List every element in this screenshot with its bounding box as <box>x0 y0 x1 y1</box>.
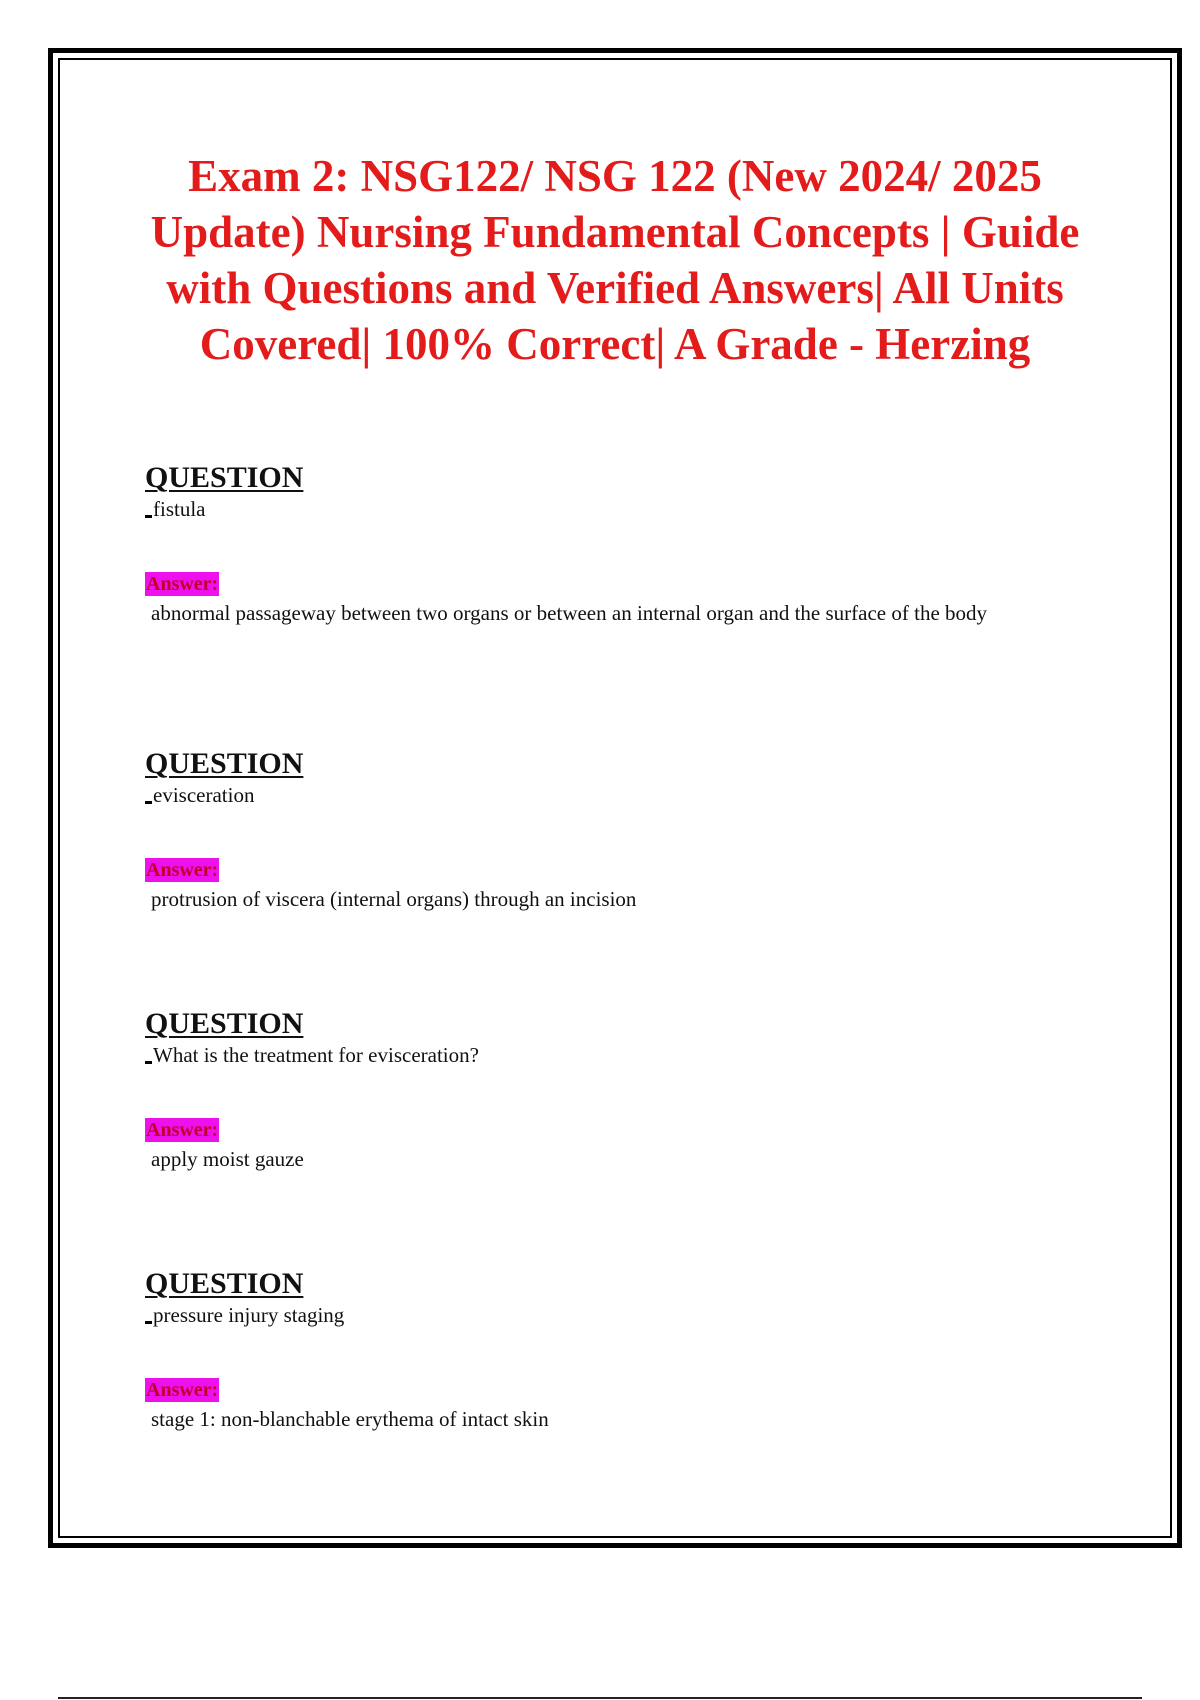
answer-label: Answer: <box>146 859 219 881</box>
question-heading: QUESTION <box>145 747 304 780</box>
qa-item-4 <box>145 1268 1085 1432</box>
answer-text: protrusion of viscera (internal organs) through an incision <box>151 887 637 911</box>
question-text: evisceration <box>153 783 255 807</box>
question-text-row <box>145 1302 1085 1328</box>
footer-rule <box>58 1697 1142 1699</box>
question-heading: QUESTION <box>145 1007 304 1040</box>
question-marker <box>145 1061 152 1064</box>
answer-text: abnormal passageway between two organs or between an internal organ and the surface of the body <box>151 601 988 625</box>
answer-label: Answer: <box>146 1379 219 1401</box>
question-text: fistula <box>153 497 206 521</box>
question-text: pressure injury staging <box>153 1303 345 1327</box>
question-text-row <box>145 496 1085 522</box>
question-text-row <box>145 782 1085 808</box>
question-marker <box>145 801 152 804</box>
answer-label: Answer: <box>146 573 219 595</box>
question-heading: QUESTION <box>145 1267 304 1300</box>
answer-text: apply moist gauze <box>151 1147 304 1171</box>
qa-item-1 <box>145 462 1085 626</box>
answer-text: stage 1: non-blanchable erythema of intact skin <box>151 1407 549 1431</box>
answer-label: Answer: <box>146 1119 219 1141</box>
question-text: What is the treatment for evisceration? <box>153 1043 479 1067</box>
qa-item-3 <box>145 1008 1085 1172</box>
question-heading: QUESTION <box>145 461 304 494</box>
question-marker <box>145 1321 152 1324</box>
question-text-row <box>145 1042 1085 1068</box>
question-marker <box>145 515 152 518</box>
qa-item-2 <box>145 748 1085 912</box>
document-title: Exam 2: NSG122/ NSG 122 (New 2024/ 2025 Update) Nursing Fundamental Concepts | Guide with Questions and Verified Answers| All Units Covered| 100% Correct| A Grade - Herzing <box>150 151 1080 369</box>
